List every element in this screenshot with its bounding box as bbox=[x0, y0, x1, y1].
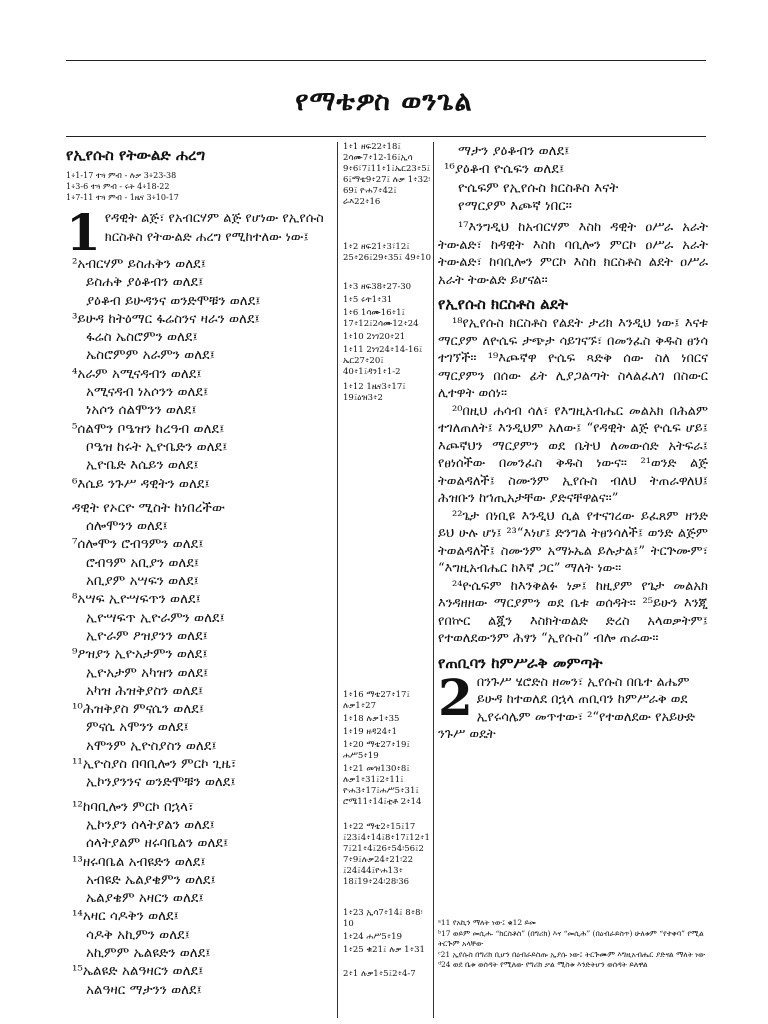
footnote: ᶜ21 ኢየሱስ በግሪክ ቢሆን በዕብራይስጡ ኢያሱ ነው፤ ትርጕሙም እግዚአብሔር ያድናል ማለት ነው bbox=[438, 949, 706, 959]
parallel-ref: 1፥7-11 ተጓ ምብ - 1ዜና 3፥10-17 bbox=[66, 193, 179, 202]
verse-line: አሚናዳብ ነአሶንን ወለደ፤ bbox=[86, 384, 209, 401]
verse-line: ይስሐቅ ያዕቆብን ወለደ፤ bbox=[86, 274, 204, 291]
verse-line: ²አብርሃም ይስሐቅን ወለደ፤ bbox=[72, 256, 206, 272]
verse-line: ዳዊት የኦርዮ ሚስት ከነበረችው bbox=[72, 499, 225, 516]
verse-line: ⁴አራም አሚናዳብን ወለደ፤ bbox=[72, 365, 202, 382]
genealogy-lines-continued bbox=[438, 142, 708, 215]
verse-line: ⁵ሰልሞን ቦዔዝን ከረዓብ ወለደ፤ bbox=[72, 420, 225, 437]
verse-line: ¹⁴አዛር ሳዶቅን ወለደ፤ bbox=[72, 908, 179, 925]
verse-line: የማርያም እጮኛ ነበር። bbox=[458, 197, 572, 214]
verse-line: ሮብዓም አቢያን ወለደ፤ bbox=[86, 554, 200, 571]
cross-reference: 1፥10 2ነገ20፥21 bbox=[343, 332, 406, 342]
verse-line: ማታን ያዕቆብን ወለደ፤ bbox=[458, 143, 570, 159]
page-title: የማቴዎስ ወንጌል bbox=[295, 86, 473, 117]
parallel-ref: 1፥3-6 ተጓ ምብ - ሩት 4፥18-22 bbox=[66, 182, 170, 191]
section-heading-birth: የኢየሱስ ክርስቶስ ልደት bbox=[438, 295, 568, 314]
verse-line: ¹⁵ኤልዩድ አልዓዛርን ወለደ፤ bbox=[72, 963, 204, 980]
chapter-number: 2 bbox=[438, 667, 473, 727]
chapter-2-intro bbox=[438, 667, 708, 744]
cross-reference: 1፥5 ሩት1፥31 bbox=[343, 295, 393, 305]
verse-line: ኢዮአታም አካዝን ወለደ፤ bbox=[86, 664, 209, 681]
cross-reference: 1፥23 ኢሳ7፥14፤ 8፥8፡10 bbox=[343, 908, 423, 929]
verse-line: ኢኮንያንንና ወንድሞቹን ወለደ፤ bbox=[86, 774, 236, 791]
verse-line: አቢያም አሣፍን ወለደ፤ bbox=[86, 573, 199, 590]
verse-line: ሰሎሞንን ወለደ፤ bbox=[86, 518, 168, 535]
section-heading-magi: የጠቢባን ከምሥራቅ መምጣት bbox=[438, 653, 603, 672]
verse-line: ሳዶቅ አኪምን ወለደ፤ bbox=[86, 926, 191, 943]
verse-line: ¹⁶ያዕቆብ ዮሴፍን ወለደ፤ bbox=[444, 161, 565, 178]
cross-reference: 1፥19 ዘዳ24፥1 bbox=[343, 727, 398, 737]
verse-line: ኢዮቤድ እሴይን ወለደ፤ bbox=[86, 457, 199, 474]
verse-line: ምናሴ አሞንን ወለደ፤ bbox=[86, 719, 189, 736]
cross-reference: 1፥12 1ዜና3፥17፤ 19፤ዕዝ3፥2 bbox=[343, 382, 406, 403]
cross-reference: 2፥1 ሉቃ1፥5፤2፥4-7 bbox=[343, 969, 416, 979]
verse-line: ያዕቆብ ይሁዳንና ወንድሞቹን ወለደ፤ bbox=[86, 292, 261, 309]
verse-line: ¹⁰ሕዝቅያስ ምናሴን ወለደ፤ bbox=[72, 701, 205, 718]
verse-line: አልዓዛር ማታንን ወለደ፤ bbox=[86, 981, 202, 998]
section-heading-genealogy: የኢየሱስ የትውልድ ሐረግ bbox=[66, 146, 206, 164]
cross-reference: 1፥3 ዘፍ38፥27-30 bbox=[343, 282, 412, 292]
cross-reference: 1፥22 ማቴ2፥15፤17 ፤23፤4፥14፤8፥17፤12፥1 7፤21፥4፤26፥54፡56፤2 7፥9፤ሉቃ24፥21፡22 ፤24፤44፤ዮሐ13፥ 18፤19፥24፡28፡36 bbox=[343, 822, 430, 887]
verse-line: አካዝ ሕዝቅያስን ወለደ፤ bbox=[86, 682, 204, 699]
verse-line: አብዩድ ኤልያቄምን ወለደ፤ bbox=[86, 871, 216, 888]
rule-under-title bbox=[66, 136, 706, 137]
verse-line: ነአሶን ሰልሞንን ወለደ፤ bbox=[86, 402, 197, 419]
verse-18-19: ¹⁸የኢየሱስ ክርስቶስ የልደት ታሪክ እንዲህ ነው፤ እናቱ ማርያም ለዮሴፍ ታጭታ ሳይገናኙ፣ በመንፈስ ቅዱስ ፀንሳ ተገኘች። ¹⁹እጮኛዋ ዮሴፍ ጻድቅ ሰው ስለ ነበርና ማርያምን በሰው ፊት ሊያጋልጣት ስላልፈለገ በስውር ሊተዋት ወሰነ። bbox=[438, 316, 708, 402]
verse-line: ኢኮንያን ሰላትያልን ወለደ፤ bbox=[86, 816, 215, 833]
verse-line: ኢዮሣፍጥ ኢዮራምን ወለደ፤ bbox=[86, 609, 225, 626]
verse-line: ቦዔዝ ከሩት ኢዮቤድን ወለደ፤ bbox=[86, 438, 228, 455]
verse-17: ¹⁷እንግዲህ ከአብርሃም እስከ ዳዊት ዐሥራ አራት ትውልድ፣ ከዳዊት እስከ ባቢሎን ምርኮ ዐሥራ አራት ትውልድ፣ ከባቢሎን ምርኮ እስከ ክርስቶስ ልደት ዐሥራ አራት ትውልድ ይሆናል። bbox=[438, 220, 708, 288]
cross-reference: 1፥24 ሐሥ5፥19 bbox=[343, 932, 403, 942]
parallel-ref: 1፥1-17 ተጓ ምብ - ሉቃ 3፥23-38 bbox=[66, 171, 177, 180]
verse-line: ኤስሮምም አራምን ወለደ፤ bbox=[86, 347, 216, 364]
verse-line: ሰላትያልም ዘሩባቤልን ወለደ፤ bbox=[86, 835, 229, 852]
verse-line: ዮሴፍም የኢየሱስ ክርስቶስ እናት bbox=[458, 179, 619, 196]
footnote: ᵇ17 ወይም መሲሑ “ክርስቶስ” (በግሪክ) እና “መሲሕ” (በዕብራይስጥ) ሁለቱም “የተቀባ” የሚል ትርጕም አላቸው bbox=[438, 928, 704, 948]
verse-line: ኢዮራም ዖዝያንን ወለደ፤ bbox=[86, 627, 208, 644]
verse-line: ⁸አሣፍ ኢዮሣፍጥን ወለደ፤ bbox=[72, 591, 201, 608]
genealogy-lines bbox=[66, 255, 336, 999]
verse-24-25: ²⁴ዮሴፍም ከእንቅልፉ ነቃ፤ ከዚያም የጌታ መልአክ እንዳዘዘው ማርያምን ወደ ቤቱ ወሰዳት። ²⁵ይሁን እንጂ የበኵር ልጇን እስክትወልድ ድረስ አላወቃትም፤ የተወለደውንም ሕፃን “ኢየሱስ” ብሎ ጠራው። bbox=[438, 578, 708, 647]
footnote: ᵈ24 ወደ ቤቱ ወሰዳት የሚለው የግሪክ ቃል ሚስቱ እንድትሆን ወሰዳት ይለዋል bbox=[438, 960, 648, 969]
verse-line: ⁷ሰሎሞን ሮብዓምን ወለደ፤ bbox=[72, 536, 204, 553]
footnote: ᵃ11 የአኪን ማለት ነው፤ ቁ12 ይመ bbox=[438, 918, 536, 927]
verse-line: ¹²ከባቢሎን ምርኮ በኋላ፣ bbox=[72, 798, 194, 815]
cross-reference: 1፥6 1ሳሙ16፥1፤ 17፥12፤2ሳሙ12፥24 bbox=[343, 308, 419, 329]
parallel-references bbox=[66, 170, 336, 203]
cross-reference-column bbox=[337, 142, 434, 1018]
cross-reference: 1፥2 ዘፍ21፥3፣12፤ 25፥26፤29፥35፤ 49፥10 bbox=[343, 242, 432, 263]
verse-line: ³ይሁዳ ከትዕማር ፋሬስንና ዛራን ወለደ፤ bbox=[72, 310, 260, 327]
verse-2-1-text: በንጉሥ ሄሮድስ ዘመን፣ ኢየሱስ በቤተ ልሔም ይሁዳ ከተወለደ በኋላ ጠቢባን ከምሥራቅ ወደ ኢየሩሳሌም መጥተው፣ ²“የተወለደው የአይሁድ ንጉሥ ወዴት bbox=[438, 674, 696, 743]
chapter-1-intro bbox=[66, 203, 336, 262]
verse-line: ⁹ዖዝያን ኢዮአታምን ወለደ፤ bbox=[72, 646, 208, 663]
verse-1-text: የዳዊት ልጅ፣ የአብርሃም ልጅ የሆነው የኢየሱስ ክርስቶስ የትውልድ ሐረግ የሚከተለው ነው፤ bbox=[104, 211, 324, 245]
right-column bbox=[438, 142, 708, 744]
chapter-number: 1 bbox=[66, 203, 101, 262]
verse-line: አሞንም ኢዮስያስን ወለደ፤ bbox=[86, 737, 217, 754]
left-column bbox=[66, 142, 336, 999]
verse-line: ኤልያቄም አዛርን ወለደ፤ bbox=[86, 890, 204, 907]
cross-reference: 1፥21 መዝ130፥8፤ ሉቃ1፥31፤2፥11፤ ዮሐ3፥17፤ሐሥ5፥31፤ ሮሜ11፥14፤ቲቶ 2፥14 bbox=[343, 764, 422, 807]
cross-reference: 1፥1 ዘፍ22፥18፤ 2ሳሙ7፥12-16፤ኢሳ 9፥6፣7፤11፥1፤ኤር23፥5፤ 6፤ማቴ9፥27፤ ሉቃ 1፥32፡69፤ ዮሐ7፥42፤ ራእ22፥16 bbox=[343, 142, 431, 207]
verse-line: ¹¹ኢዮስያስ በባቢሎን ምርኮ ጊዜ፣ bbox=[72, 756, 237, 773]
cross-reference: 1፥18 ሉቃ1፥35 bbox=[343, 714, 400, 724]
verse-line: ¹³ዘሩባቤል አብዩድን ወለደ፤ bbox=[72, 853, 206, 870]
rule-top bbox=[66, 60, 706, 61]
verse-22-23: ²²ጌታ በነቢዩ እንዲህ ሲል የተናገረው ይፈጸም ዘንድ ይህ ሁሉ ሆነ፤ ²³“እነሆ፤ ድንግል ትፀንሳለች፤ ወንድ ልጅም ትወልዳለች፤ ስሙንም አማኑኤል ይሉታል፤” ትርጕሙም፣ “እግዚአብሔር ከእኛ ጋር” ማለት ነው። bbox=[438, 508, 708, 577]
cross-reference: 1፥20 ማቴ27፥19፤ ሐሥ5፥19 bbox=[343, 740, 410, 761]
cross-reference: 1፥11 2ነገ24፥14-16፤ ኤር27፥20፤ 40፥1፤ዳን1፥1-2 bbox=[343, 345, 423, 377]
footnotes bbox=[438, 918, 708, 971]
verse-line: ⁶እሴይ ንጉሥ ዳዊትን ወለደ፤ bbox=[72, 475, 210, 492]
verse-line: አኪምም ኤልዩድን ወለደ፤ bbox=[86, 944, 211, 961]
verse-line: ፋሬስ ኤስሮምን ወለደ፤ bbox=[86, 329, 198, 346]
verse-20-21: ²⁰በዚህ ሐሳብ ሳለ፣ የእግዚአብሔር መልአክ በሕልም ተገለጠለት፤ እንዲህም አለው፤ “የዳዊት ልጅ ዮሴፍ ሆይ፤ እጮኛህን ማርያምን ወደ ቤትህ ለመውሰድ አትፍራ፤ የፀነሰችው በመንፈስ ቅዱስ ነውና። ²¹ወንድ ልጅ ትወልዳለች፤ ስሙንም ኢየሱስ ብለህ ትጠራዋለህ፤ ሕዝቡን ከኀጢአታቸው ያድናቸዋልና።” bbox=[438, 403, 708, 507]
cross-reference: 1፥16 ማቴ27፥17፤ ሉቃ1፥27 bbox=[343, 690, 410, 711]
cross-reference: 1፥25 ቁ21፤ ሉቃ 1፥31 bbox=[343, 945, 425, 955]
